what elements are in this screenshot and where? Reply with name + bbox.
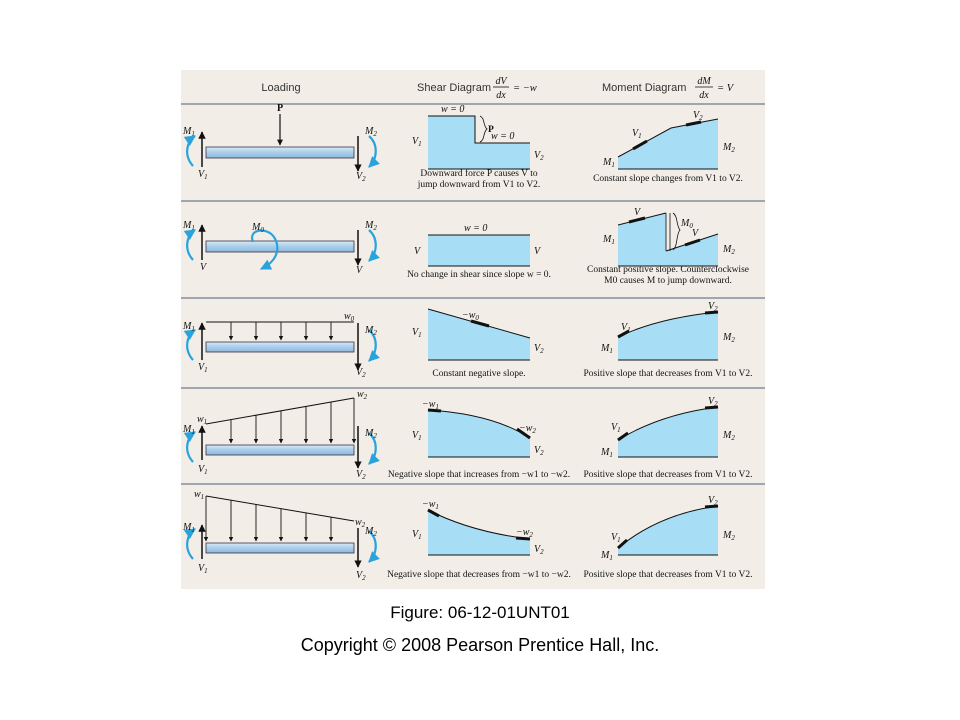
svg-text:V: V [200,262,207,273]
svg-text:V1: $V_1$ [412,136,422,148]
svg-text:V2: $V_2$ [534,445,544,457]
load-line [206,496,354,521]
loading-diagram-5 [182,489,377,582]
figure-label: Figure: 06-12-01UNT01 [390,603,570,622]
header-moment: Moment Diagram [602,82,687,94]
svg-text:−w1: $-w_1$ [422,499,439,511]
svg-text:M2: $M_2$ [365,220,377,232]
svg-text:M1: $M_1$ [601,550,613,562]
svg-text:M2: $M_2$ [723,244,735,256]
svg-text:−w1: $-w_1$ [422,399,439,411]
moment-arrow-left [187,136,195,166]
svg-text:M1: $M_1$ [603,234,615,246]
svg-text:V1: $V_1$ [632,128,642,140]
table-svg [181,70,765,589]
svg-text:M1: $M_1$ [603,157,615,169]
moment-arrow-left [187,330,195,360]
moment-area [618,506,718,555]
moment-formula-den: dx [699,90,709,101]
svg-text:V2: $V_2$ [534,150,544,162]
svg-text:M2: $M_2$ [365,325,377,337]
moment-caption: Positive slope that decreases from V1 to V2. [583,369,753,379]
moment-arrow-left [187,230,195,260]
svg-text:P: P [277,103,284,114]
shear-caption: jump downward from V1 to V2. [417,180,541,190]
shear-area [428,235,530,266]
svg-text:w = 0: w = 0 [464,223,488,234]
moment-arrow-left [187,432,195,462]
svg-text:M2: $M_2$ [365,126,377,138]
svg-text:V1: $V_1$ [412,529,422,541]
moment-arrow-right [369,136,376,167]
svg-text:M2: $M_2$ [723,530,735,542]
loading-diagram-1 [182,103,377,183]
svg-text:V2: $V_2$ [708,301,718,313]
svg-text:V2: $V_2$ [693,110,703,122]
svg-text:M1: $M_1$ [183,522,195,534]
svg-text:M2: $M_2$ [723,430,735,442]
svg-text:M2: $M_2$ [723,142,735,154]
svg-text:M1: $M_1$ [183,126,195,138]
moment-formula-num: dM [697,76,711,87]
svg-text:V1: $V_1$ [198,362,208,374]
header-row [181,76,765,104]
shear-diagram-4 [412,399,544,457]
svg-text:V1: $V_1$ [621,322,631,334]
shear-area [428,309,530,360]
moment-caption: Constant slope changes from V1 to V2. [593,174,743,184]
svg-text:−w2: $-w_2$ [516,527,533,539]
svg-text:V2: $V_2$ [708,396,718,408]
moment-caption: Positive slope that decreases from V1 to V2. [583,570,753,580]
svg-text:V2: $V_2$ [356,367,366,379]
moment-caption: Positive slope that decreases from V1 to V2. [583,470,753,480]
svg-text:V2: $V_2$ [534,343,544,355]
shear-diagram-5 [412,499,544,556]
svg-text:M0: $M_0$ [681,218,693,230]
svg-text:−w0: $-w_0$ [462,310,479,322]
svg-text:V: V [534,246,541,257]
svg-text:w2: $w_2$ [355,517,366,529]
shear-caption: No change in shear since slope w = 0. [407,270,551,280]
beam [206,445,354,455]
svg-text:M1: $M_1$ [183,220,195,232]
svg-text:M1: $M_1$ [183,321,195,333]
svg-text:V2: $V_2$ [356,469,366,481]
moment-area [618,119,718,169]
svg-text:w2: $w_2$ [357,389,368,401]
shear-formula-rhs: = −w [513,83,537,94]
loading-diagram-4 [182,389,377,481]
svg-text:V: V [356,265,363,276]
header-loading: Loading [261,82,301,94]
shear-caption: Downward force P causes V to [420,169,538,179]
loading-diagram-3 [182,311,377,379]
loading-diagram-2 [182,220,377,276]
svg-text:w = 0: w = 0 [441,104,465,115]
shear-diagram-2 [414,223,542,266]
moment-caption: M0 causes M to jump downward. [604,276,732,286]
svg-text:M0: $M_0$ [252,222,264,234]
moment-diagram-5 [600,495,735,562]
svg-text:w1: $w_1$ [194,489,205,501]
svg-text:−w2: $-w_2$ [519,423,536,435]
svg-text:V1: $V_1$ [198,169,208,181]
svg-text:V2: $V_2$ [356,570,366,582]
shear-diagram-3 [412,309,544,360]
moment-formula-rhs: = V [717,83,734,94]
shear-formula-num: dV [495,76,507,87]
copyright-notice: Copyright © 2008 Pearson Prentice Hall, Inc. [300,635,660,655]
svg-text:M1: $M_1$ [601,343,613,355]
svg-text:V2: $V_2$ [534,544,544,556]
svg-text:M1: $M_1$ [601,447,613,459]
svg-text:w = 0: w = 0 [491,131,515,142]
svg-text:V2: $V_2$ [356,171,366,183]
svg-text:V1: $V_1$ [412,430,422,442]
svg-text:V1: $V_1$ [611,532,621,544]
beam [206,147,354,158]
svg-text:M2: $M_2$ [723,332,735,344]
svg-text:V: V [634,207,641,218]
svg-text:w1: $w_1$ [197,414,208,426]
svg-text:P: P [488,125,494,135]
svg-text:V: V [414,246,421,257]
shear-caption: Negative slope that decreases from −w1 to −w2. [387,570,571,580]
svg-text:V1: $V_1$ [198,563,208,575]
row-4 [182,389,735,481]
svg-text:V1: $V_1$ [611,422,621,434]
shear-caption: Constant negative slope. [432,369,526,379]
moment-arrow-right [369,230,376,261]
row-5 [182,489,735,582]
beam [206,543,354,553]
moment-diagram-4 [600,396,735,459]
beam-diagram-table [181,70,765,589]
moment-area [618,312,718,360]
svg-text:M2: $M_2$ [365,526,377,538]
svg-text:V2: $V_2$ [708,495,718,507]
svg-text:V1: $V_1$ [412,327,422,339]
shear-caption: Negative slope that increases from −w1 to −w2. [387,470,571,480]
moment-diagram-2 [602,207,735,266]
svg-text:V1: $V_1$ [198,464,208,476]
row-3 [182,301,735,379]
shear-diagram-1 [412,104,544,169]
moment-diagram-3 [600,301,735,360]
svg-text:V: V [692,228,699,239]
svg-text:M2: $M_2$ [365,428,377,440]
moment-caption: Constant positive slope. Counterclockwise [586,265,750,275]
shear-formula-den: dx [496,90,506,101]
header-shear: Shear Diagram [417,82,491,94]
svg-text:w0: $w_0$ [344,311,355,323]
beam [206,342,354,352]
svg-text:M1: $M_1$ [183,424,195,436]
load-line [206,398,354,424]
moment-diagram-1 [602,110,735,169]
beam [206,241,354,252]
